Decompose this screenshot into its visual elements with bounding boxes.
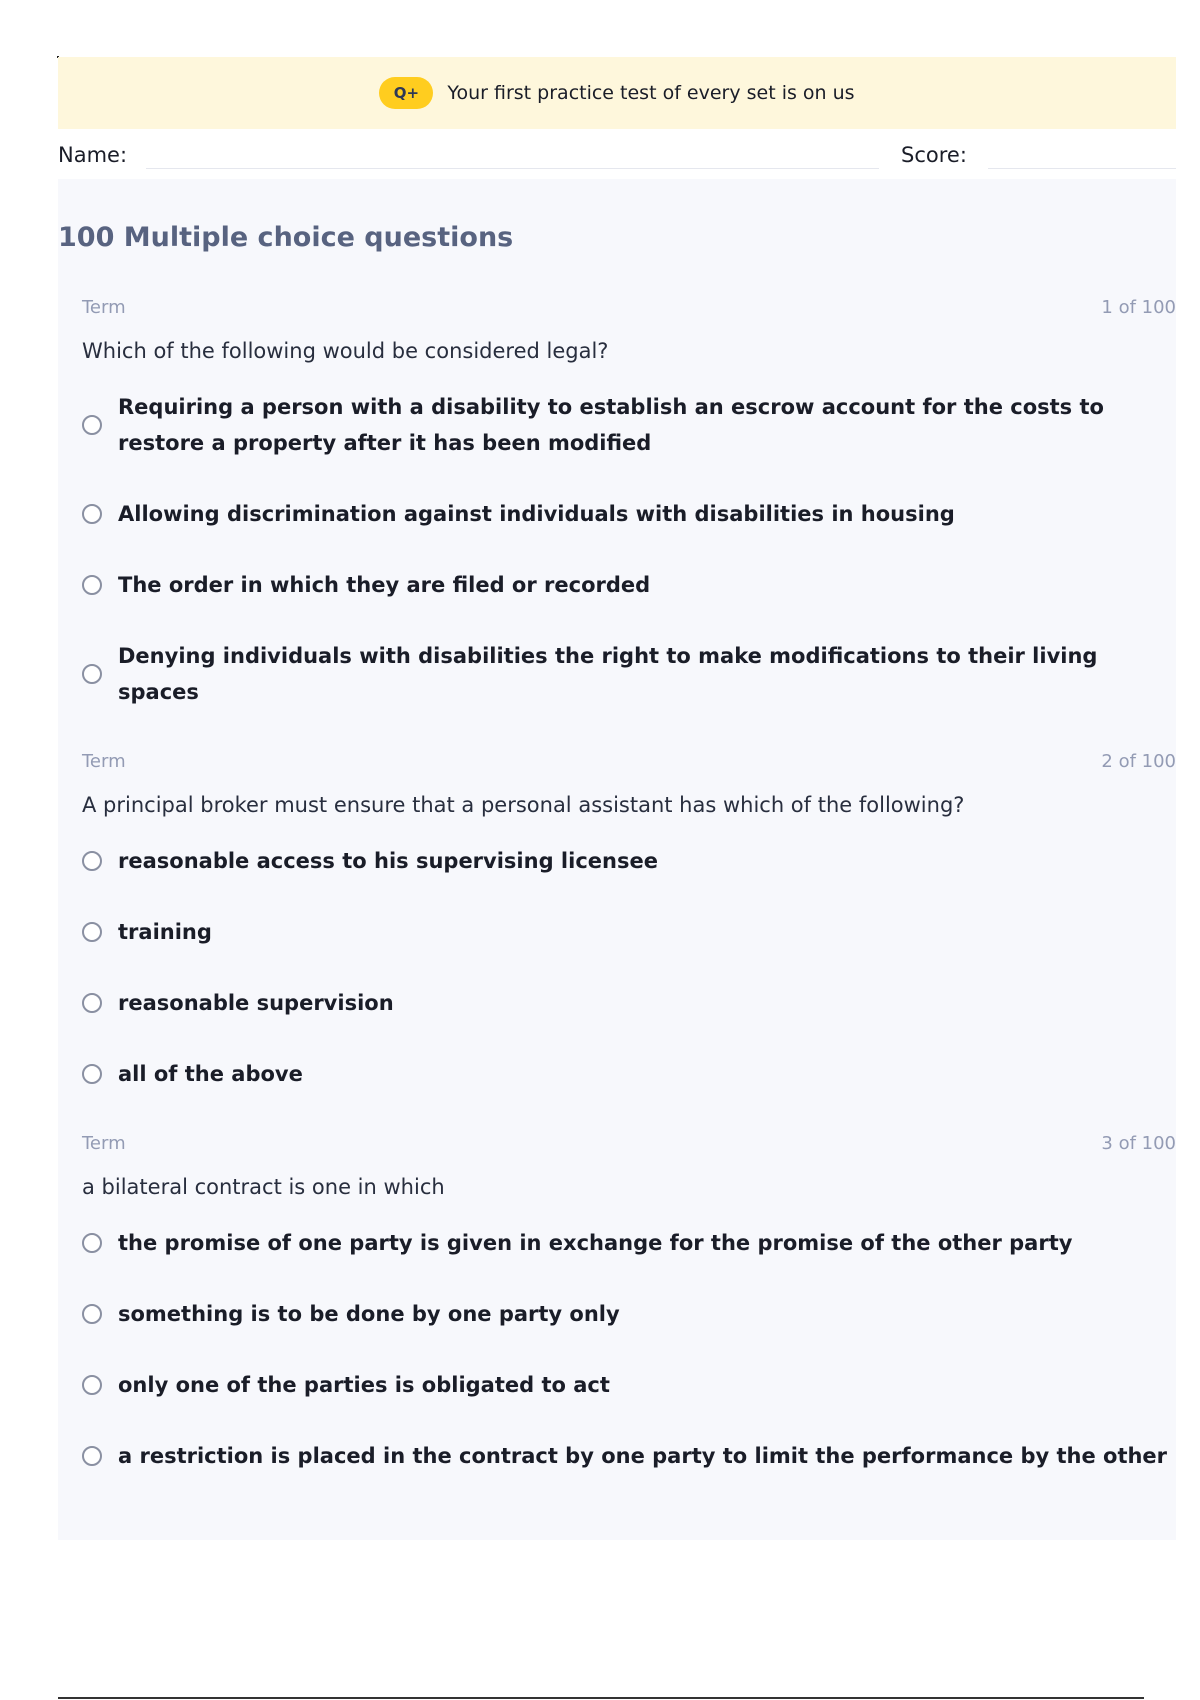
footer-divider — [58, 1697, 1144, 1699]
question-counter: 1 of 100 — [1101, 297, 1176, 318]
question-prompt: a bilateral contract is one in which — [82, 1175, 445, 1199]
term-label: Term — [82, 1133, 126, 1154]
answer-options — [82, 843, 1176, 1092]
test-sheet — [58, 57, 1176, 1540]
radio-button[interactable] — [82, 1304, 102, 1324]
answer-option[interactable] — [82, 1438, 1176, 1474]
radio-button[interactable] — [82, 993, 102, 1013]
question-header — [82, 297, 1176, 321]
option-text: only one of the parties is obligated to act — [118, 1373, 610, 1397]
name-score-row — [58, 129, 1176, 179]
option-text: reasonable access to his supervising licensee — [118, 849, 658, 873]
radio-button[interactable] — [82, 1064, 102, 1084]
answer-option[interactable] — [82, 638, 1176, 710]
radio-button[interactable] — [82, 1233, 102, 1253]
radio-button[interactable] — [82, 1375, 102, 1395]
option-text: the promise of one party is given in exchange for the promise of the other party — [118, 1231, 1073, 1255]
answer-option[interactable] — [82, 1225, 1176, 1261]
name-field-line[interactable] — [146, 168, 879, 169]
question-header — [82, 1133, 1176, 1157]
option-text: The order in which they are filed or recorded — [118, 573, 651, 597]
option-text: Requiring a person with a disability to establish an escrow account for the costs to restore a property after it has been modified — [118, 395, 1104, 455]
question-2 — [82, 751, 1176, 1092]
question-prompt: Which of the following would be considered legal? — [82, 339, 609, 363]
answer-option[interactable] — [82, 1367, 1176, 1403]
answer-options — [82, 1225, 1176, 1474]
option-text: a restriction is placed in the contract by one party to limit the performance by the other — [118, 1444, 1168, 1468]
name-label: Name: — [58, 143, 128, 167]
option-text: training — [118, 920, 212, 944]
question-counter: 2 of 100 — [1101, 751, 1176, 772]
section-title: 100 Multiple choice questions — [58, 222, 514, 253]
radio-button[interactable] — [82, 922, 102, 942]
answer-option[interactable] — [82, 843, 1176, 879]
term-label: Term — [82, 297, 126, 318]
option-text: all of the above — [118, 1062, 303, 1086]
radio-button[interactable] — [82, 851, 102, 871]
option-text: something is to be done by one party only — [118, 1302, 620, 1326]
banner-text: Your first practice test of every set is on us — [447, 82, 855, 104]
answer-option[interactable] — [82, 389, 1176, 461]
option-text: Allowing discrimination against individuals with disabilities in housing — [118, 502, 955, 526]
answer-options — [82, 389, 1176, 710]
answer-option[interactable] — [82, 914, 1176, 950]
score-field-line[interactable] — [988, 168, 1176, 169]
question-1 — [82, 297, 1176, 710]
radio-button[interactable] — [82, 1446, 102, 1466]
answer-option[interactable] — [82, 496, 1176, 532]
question-list — [82, 297, 1176, 1515]
radio-button[interactable] — [82, 664, 102, 684]
quizlet-plus-badge: Q+ — [379, 77, 433, 109]
answer-option[interactable] — [82, 567, 1176, 603]
question-counter: 3 of 100 — [1101, 1133, 1176, 1154]
option-text: reasonable supervision — [118, 991, 394, 1015]
term-label: Term — [82, 751, 126, 772]
option-text: Denying individuals with disabilities the right to make modifications to their living spaces — [118, 644, 1098, 704]
score-label: Score: — [901, 143, 967, 167]
question-header — [82, 751, 1176, 775]
radio-button[interactable] — [82, 504, 102, 524]
radio-button[interactable] — [82, 415, 102, 435]
answer-option[interactable] — [82, 1056, 1176, 1092]
answer-option[interactable] — [82, 1296, 1176, 1332]
radio-button[interactable] — [82, 575, 102, 595]
answer-option[interactable] — [82, 985, 1176, 1021]
promo-banner — [58, 57, 1176, 129]
question-prompt: A principal broker must ensure that a personal assistant has which of the following? — [82, 793, 965, 817]
question-3 — [82, 1133, 1176, 1474]
